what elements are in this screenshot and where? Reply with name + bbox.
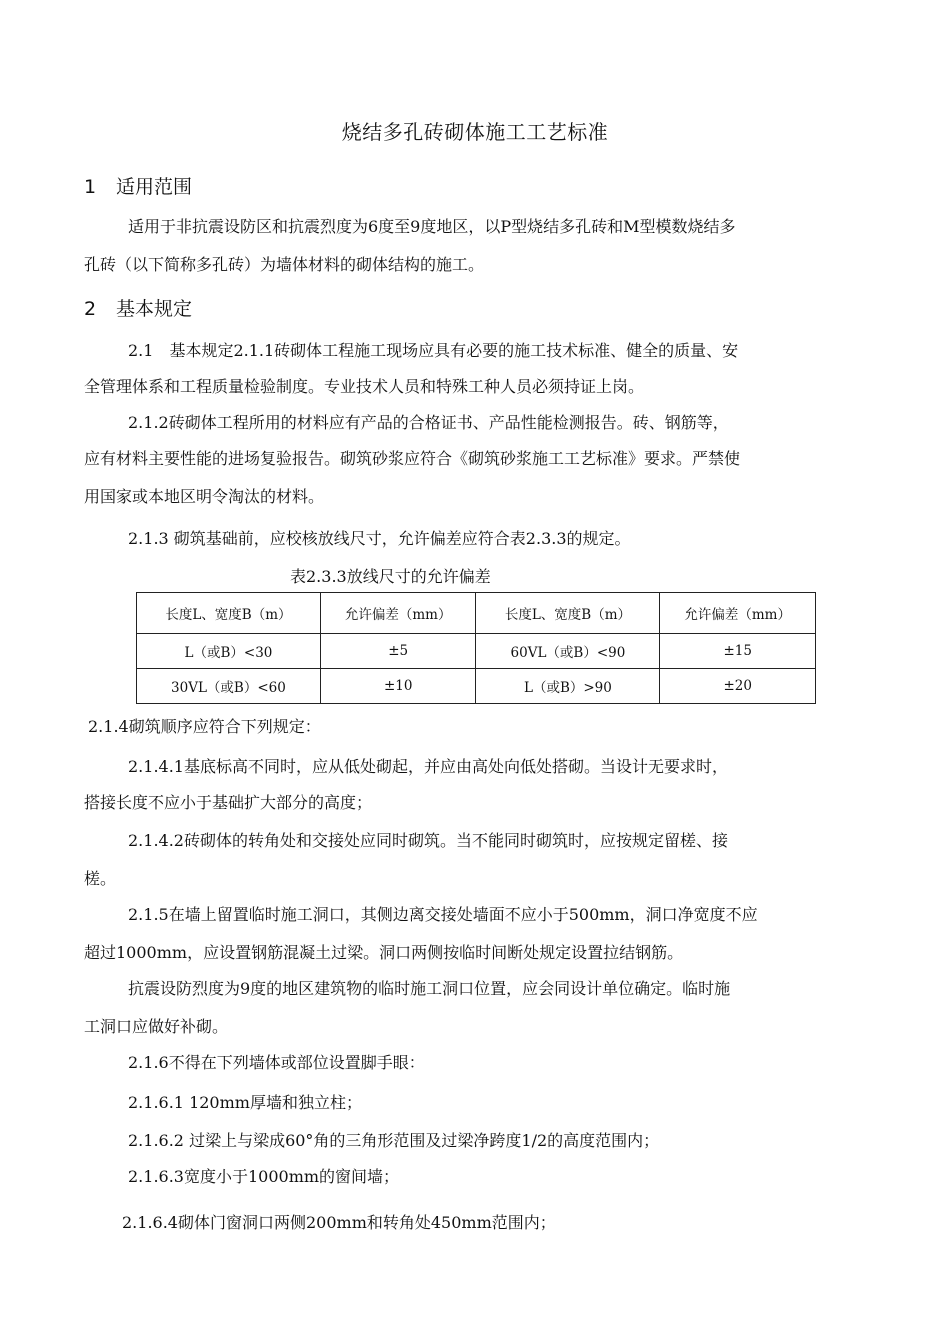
table-cell: ±10 — [320, 669, 476, 704]
table-header-cell: 允许偏差（mm） — [660, 593, 816, 634]
paragraph-line: 超过1000mm，应设置钢筋混凝土过梁。洞口两侧按临时间断处规定设置拉结钢筋。 — [84, 943, 684, 962]
paragraph-line: 2.1.6.2 过梁上与梁成60°角的三角形范围及过梁净跨度1/2的高度范围内； — [128, 1131, 660, 1150]
paragraph-line: 抗震设防烈度为9度的地区建筑物的临时施工洞口位置，应会同设计单位确定。临时施 — [128, 979, 731, 998]
paragraph-line: 应有材料主要性能的进场复验报告。砌筑砂浆应符合《砌筑砂浆施工工艺标准》要求。严禁使 — [84, 449, 741, 468]
table-row — [137, 634, 816, 669]
paragraph-line: 2.1.6.1 120mm厚墙和独立柱； — [128, 1093, 362, 1112]
section-title: 适用范围 — [116, 176, 193, 198]
table-cell: L（或B）>90 — [476, 669, 660, 704]
table-header-cell: 允许偏差（mm） — [320, 593, 476, 634]
table-cell: ±20 — [660, 669, 816, 704]
paragraph-line: 2.1.4.2砖砌体的转角处和交接处应同时砌筑。当不能同时砌筑时，应按规定留槎、接 — [128, 831, 728, 850]
paragraph-line: 2.1.6.3宽度小于1000mm的窗间墙； — [128, 1167, 400, 1186]
table-caption: 表2.3.3放线尺寸的允许偏差 — [290, 567, 491, 586]
paragraph-line: 用国家或本地区明令淘汰的材料。 — [84, 487, 325, 506]
section-heading-scope — [84, 172, 192, 199]
section-number: 2 — [84, 298, 97, 320]
paragraph-line: 2.1.5在墙上留置临时施工洞口，其侧边离交接处墙面不应小于500mm，洞口净宽度不应 — [128, 905, 758, 924]
paragraph-line: 搭接长度不应小于基础扩大部分的高度； — [84, 793, 373, 812]
paragraph-line: 2.1.4砌筑顺序应符合下列规定： — [88, 717, 321, 736]
section-heading-basic-rules — [84, 294, 192, 321]
paragraph-line: 2.1.6.4砌体门窗洞口两侧200mm和转角处450mm范围内； — [122, 1213, 556, 1232]
paragraph-line: 2.1.4.1基底标高不同时，应从低处砌起，并应由高处向低处搭砌。当设计无要求时， — [128, 757, 728, 776]
paragraph-line: 全管理体系和工程质量检验制度。专业技术人员和特殊工种人员必须持证上岗。 — [84, 377, 645, 396]
paragraph-line: 2.1.3 砌筑基础前，应校核放线尺寸，允许偏差应符合表2.3.3的规定。 — [128, 529, 631, 548]
table-cell: ±15 — [660, 634, 816, 669]
table-header-cell: 长度L、宽度B（m） — [476, 593, 660, 634]
table-cell: L（或B）<30 — [137, 634, 321, 669]
paragraph-line: 工洞口应做好补砌。 — [84, 1017, 229, 1036]
paragraph-line: 2.1 基本规定2.1.1砖砌体工程施工现场应具有必要的施工技术标准、健全的质量、安 — [128, 341, 739, 360]
table-row — [137, 669, 816, 704]
table-cell: 30VL（或B）<60 — [137, 669, 321, 704]
table-cell: ±5 — [320, 634, 476, 669]
paragraph-line: 2.1.6不得在下列墙体或部位设置脚手眼： — [128, 1053, 425, 1072]
paragraph-line: 2.1.2砖砌体工程所用的材料应有产品的合格证书、产品性能检测报告。砖、钢筋等， — [128, 413, 729, 432]
document-title: 烧结多孔砖砌体施工工艺标准 — [341, 120, 609, 144]
table-header-row — [137, 593, 816, 634]
table-header-cell: 长度L、宽度B（m） — [137, 593, 321, 634]
paragraph-line: 槎。 — [84, 869, 117, 888]
paragraph-line: 孔砖（以下简称多孔砖）为墙体材料的砌体结构的施工。 — [84, 255, 485, 274]
section-title: 基本规定 — [116, 298, 193, 320]
paragraph-line: 适用于非抗震设防区和抗震烈度为6度至9度地区，以P型烧结多孔砖和M型模数烧结多 — [128, 217, 736, 236]
section-number: 1 — [84, 176, 97, 198]
tolerance-table — [136, 592, 816, 704]
table-cell: 60VL（或B）<90 — [476, 634, 660, 669]
